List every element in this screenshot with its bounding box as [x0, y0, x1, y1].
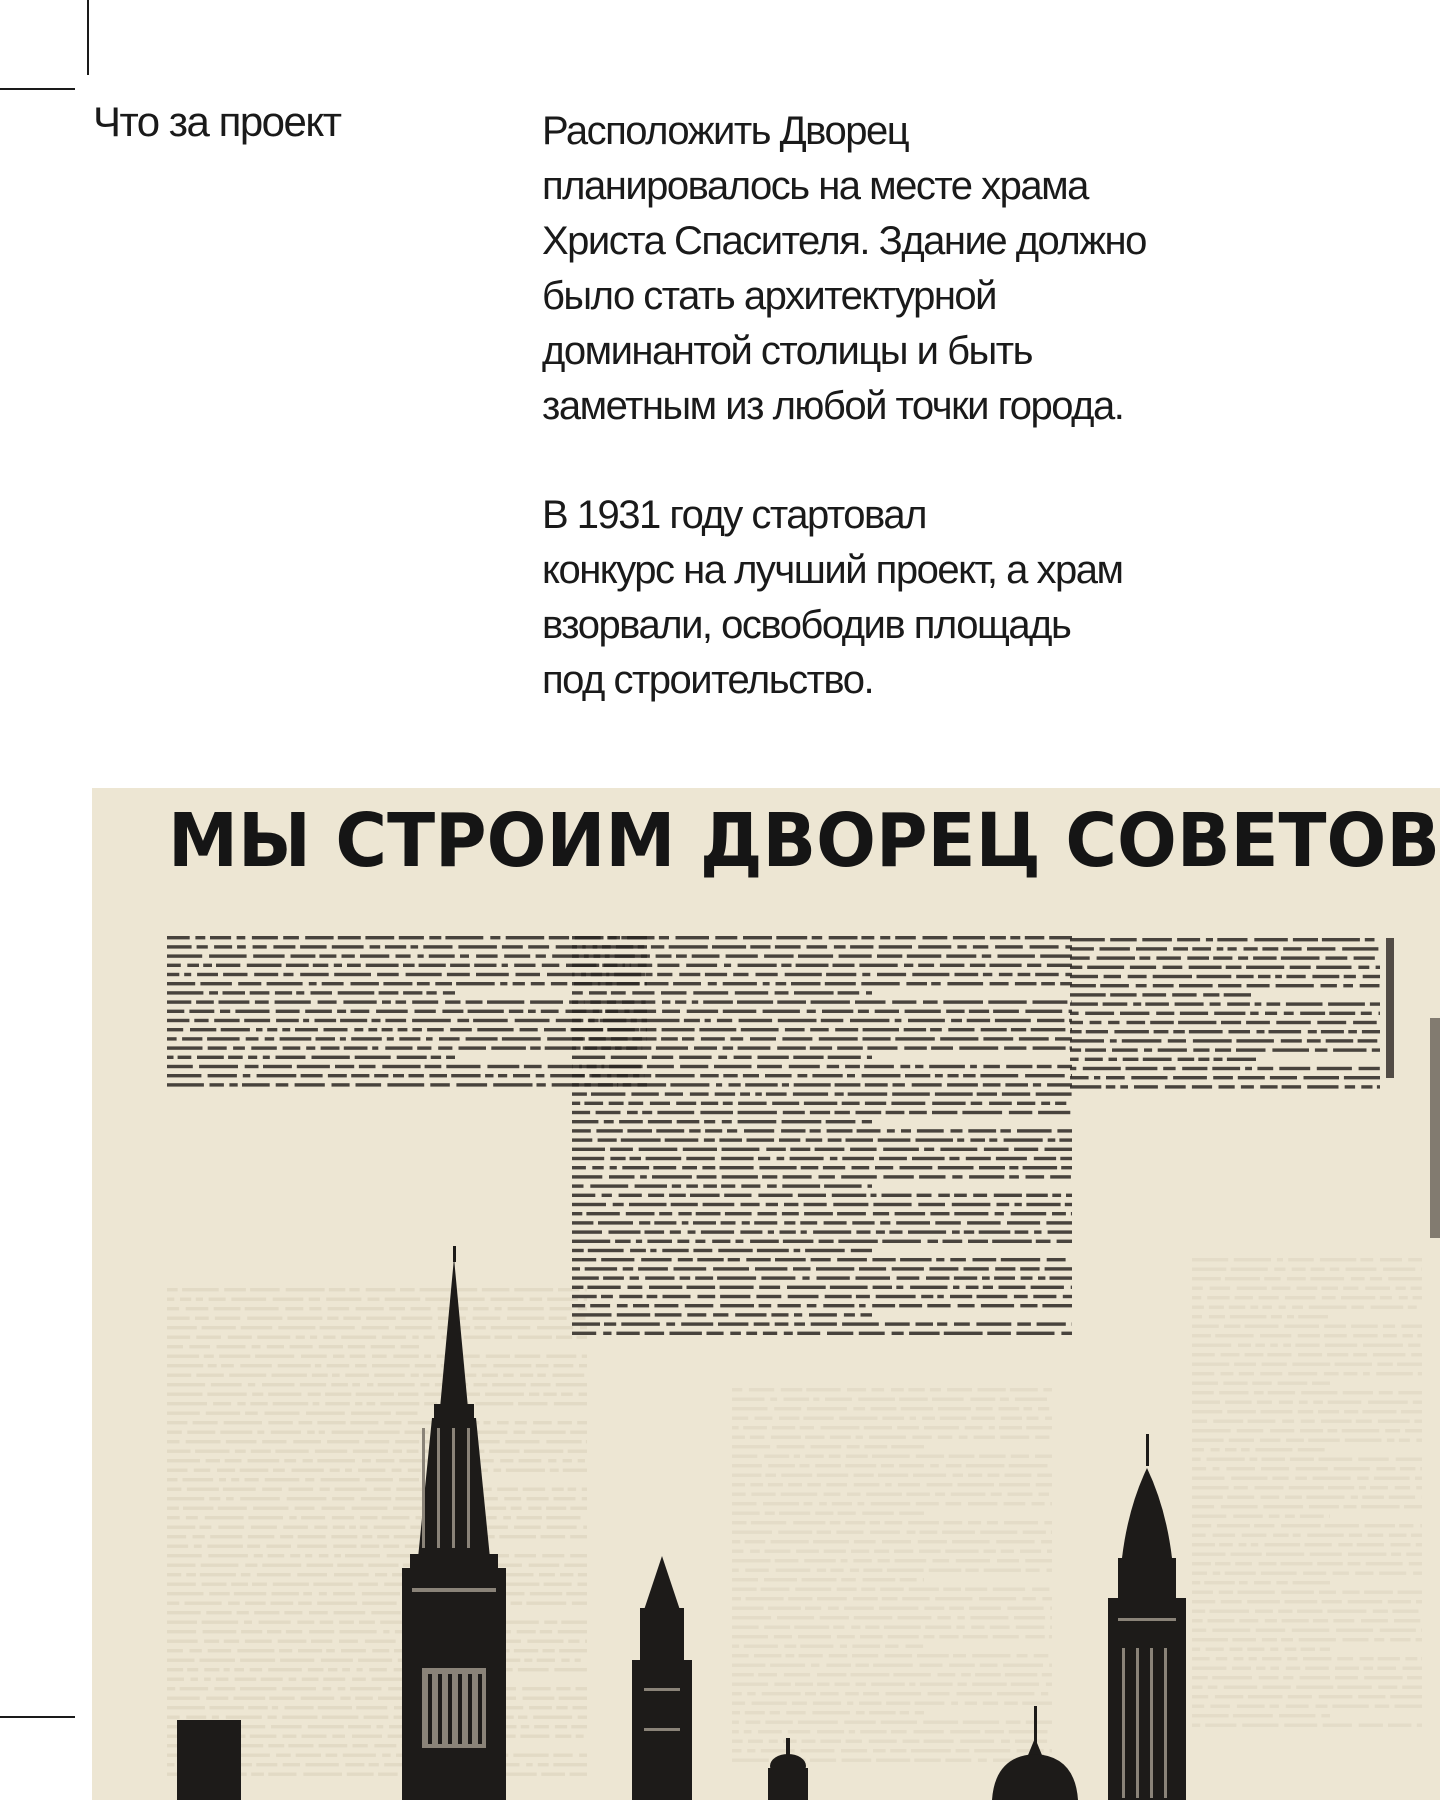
body-text [542, 104, 1362, 708]
text-line: под строительство. [542, 658, 874, 702]
text-line: было стать архитектурной [542, 274, 997, 318]
text-line: В 1931 году стартовал [542, 493, 926, 537]
text-line: конкурс на лучший проект, а храм [542, 548, 1123, 592]
paragraph-location [542, 104, 1362, 434]
newspaper-clipping-image [92, 788, 1440, 1800]
decorative-horizontal-line-bottom [0, 1716, 75, 1718]
text-line: доминантой столицы и быть [542, 329, 1032, 373]
clipping-headline: МЫ СТРОИМ ДВОРЕЦ СОВЕТОВ [168, 798, 1440, 884]
text-line: заметным из любой точки города. [542, 384, 1124, 428]
text-line: Расположить Дворец [542, 109, 909, 153]
decorative-vertical-line [87, 0, 89, 75]
decorative-horizontal-line-top [0, 88, 75, 90]
text-line: планировалось на месте храма [542, 164, 1088, 208]
text-line: взорвали, освободив площадь [542, 603, 1071, 647]
text-line: Христа Спасителя. Здание должно [542, 219, 1146, 263]
section-heading: Что за проект [93, 98, 341, 145]
paragraph-competition [542, 488, 1362, 708]
building-illustration-small [177, 1720, 241, 1800]
